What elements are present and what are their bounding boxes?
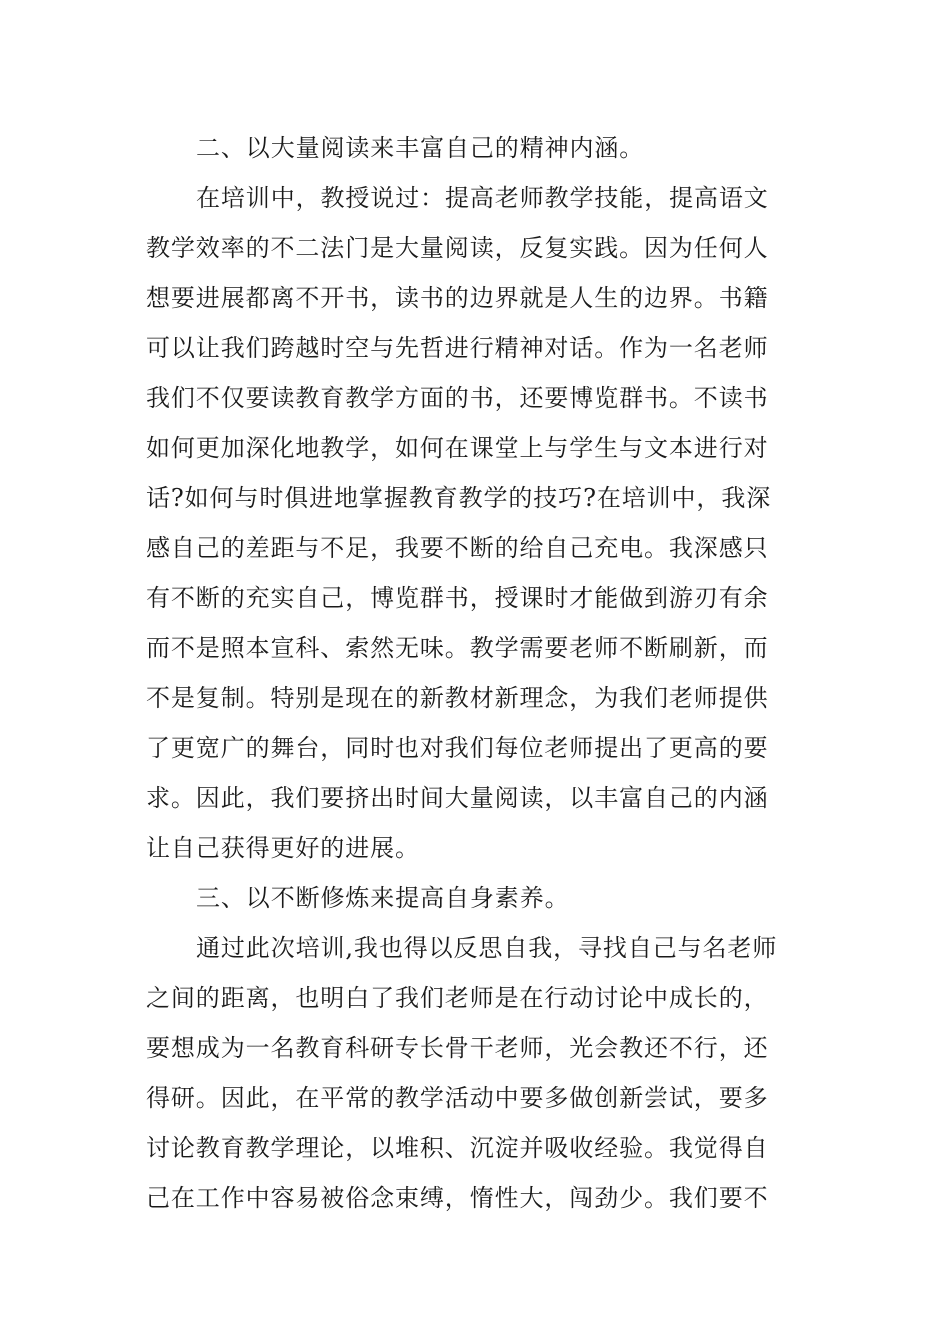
text-line: 得研。因此，在平常的教学活动中要多做创新尝试，要多 bbox=[146, 1084, 769, 1112]
text-line: 想要进展都离不开书，读书的边界就是人生的边界。书籍 bbox=[146, 284, 769, 312]
text-line: 求。因此，我们要挤出时间大量阅读，以丰富自己的内涵 bbox=[146, 784, 769, 812]
text-line: 讨论教育教学理论，以堆积、沉淀并吸收经验。我觉得自 bbox=[146, 1134, 769, 1162]
text-line: 要想成为一名教育科研专长骨干老师，光会教还不行，还 bbox=[146, 1034, 769, 1062]
text-line: 己在工作中容易被俗念束缚，惰性大，闯劲少。我们要不 bbox=[146, 1184, 769, 1212]
text-line: 感自己的差距与不足，我要不断的给自己充电。我深感只 bbox=[146, 534, 769, 562]
text-line: 了更宽广的舞台，同时也对我们每位老师提出了更高的要 bbox=[146, 734, 769, 762]
text-line: 如何更加深化地教学，如何在课堂上与学生与文本进行对 bbox=[146, 434, 769, 462]
text-line: 之间的距离，也明白了我们老师是在行动讨论中成长的， bbox=[146, 984, 769, 1012]
text-line: 有不断的充实自己，博览群书，授课时才能做到游刃有余 bbox=[146, 584, 769, 612]
text-line: 而不是照本宣科、索然无味。教学需要老师不断刷新，而 bbox=[146, 634, 769, 662]
section-heading-2: 二、以大量阅读来丰富自己的精神内涵。 bbox=[196, 134, 645, 162]
text-line: 在培训中，教授说过：提高老师教学技能，提高语文 bbox=[196, 184, 769, 212]
text-line: 让自己获得更好的进展。 bbox=[146, 834, 420, 862]
section-heading-3: 三、以不断修炼来提高自身素养。 bbox=[196, 884, 570, 912]
text-line: 不是复制。特别是现在的新教材新理念，为我们老师提供 bbox=[146, 684, 769, 712]
text-line: 我们不仅要读教育教学方面的书，还要博览群书。不读书 bbox=[146, 384, 769, 412]
text-line: 教学效率的不二法门是大量阅读，反复实践。因为任何人 bbox=[146, 234, 769, 262]
text-line: 通过此次培训,我也得以反思自我，寻找自己与名老师 bbox=[196, 934, 778, 962]
text-line: 可以让我们跨越时空与先哲进行精神对话。作为一名老师 bbox=[146, 334, 769, 362]
text-line: 话?如何与时俱进地掌握教育教学的技巧?在培训中，我深 bbox=[146, 484, 772, 512]
